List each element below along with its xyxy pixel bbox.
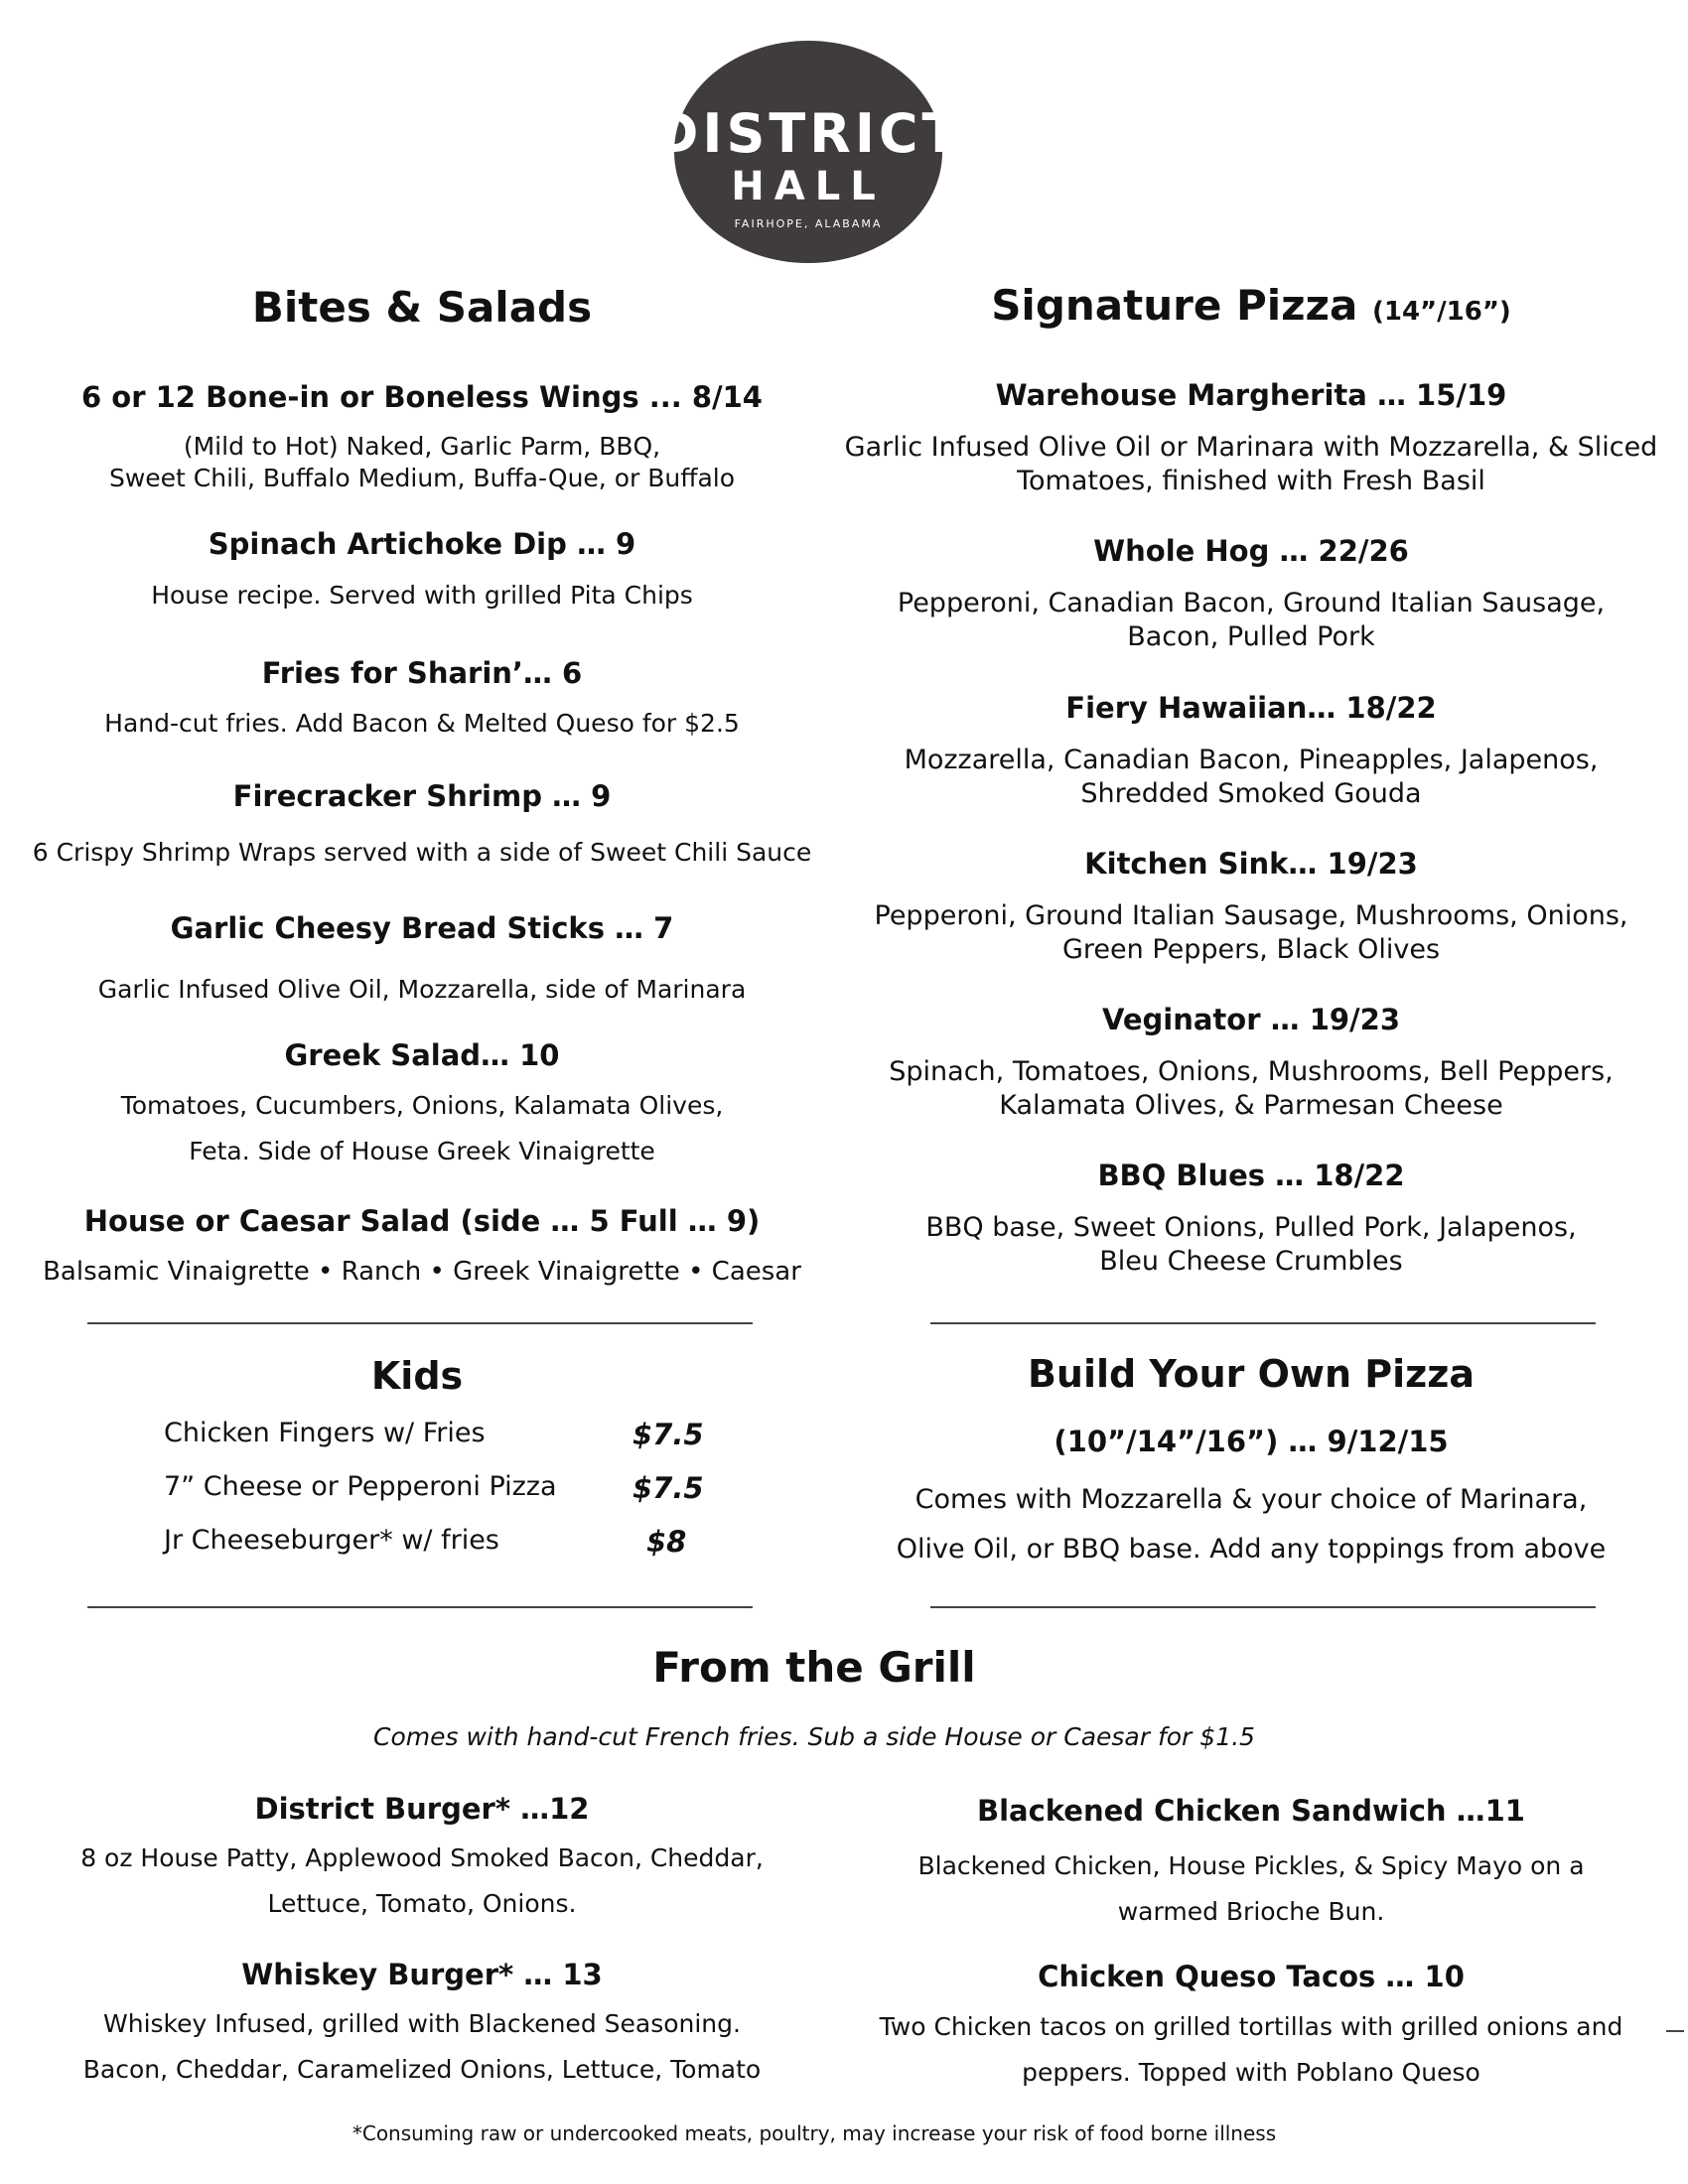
grill-desc-district-1: 8 oz House Patty, Applewood Smoked Bacon, Cheddar, xyxy=(80,1843,764,1872)
bites-item-breadsticks: Garlic Cheesy Bread Sticks … 7 xyxy=(170,911,674,945)
pizza-title-text: Signature Pizza xyxy=(991,281,1358,330)
byo-price: (10”/14”/16”) … 9/12/15 xyxy=(1054,1425,1449,1458)
pizza-desc-wholehog-2: Bacon, Pulled Pork xyxy=(1127,621,1375,652)
pizza-title-size: (14”/16”) xyxy=(1371,297,1511,327)
bites-desc-caesar: Balsamic Vinaigrette • Ranch • Greek Vinaigrette • Caesar xyxy=(43,1257,801,1287)
bites-desc-wings-2: Sweet Chili, Buffalo Medium, Buffa-Que, or Buffalo xyxy=(108,464,736,492)
bites-desc-dip: House recipe. Served with grilled Pita Chips xyxy=(151,581,693,610)
bites-item-shrimp: Firecracker Shrimp … 9 xyxy=(232,779,612,813)
pizza-desc-wholehog-1: Pepperoni, Canadian Bacon, Ground Italian Sausage, xyxy=(897,588,1606,618)
bites-desc-shrimp: 6 Crispy Shrimp Wraps served with a side of Sweet Chili Sauce xyxy=(32,838,812,867)
kids-title: Kids xyxy=(370,1354,464,1398)
grill-left xyxy=(25,0,819,2184)
pizza-item-wholehog: Whole Hog … 22/26 xyxy=(1093,534,1409,568)
pizza-item-hawaiian: Fiery Hawaiian… 18/22 xyxy=(1065,691,1437,725)
grill-note: Comes with hand-cut French fries. Sub a side House or Caesar for $1.5 xyxy=(373,1722,1255,1751)
pizza-desc-veginator-1: Spinach, Tomatoes, Onions, Mushrooms, Bell Peppers, xyxy=(889,1056,1614,1087)
pizza-desc-margherita-2: Tomatoes, finished with Fresh Basil xyxy=(1017,466,1485,496)
grill-right xyxy=(839,0,1663,2184)
kids-item-cheeseburger: Jr Cheeseburger* w/ fries xyxy=(164,1525,499,1556)
bites-item-dip: Spinach Artichoke Dip … 9 xyxy=(208,527,636,561)
grill-desc-whiskey-2: Bacon, Cheddar, Caramelized Onions, Lettuce, Tomato xyxy=(82,2055,762,2084)
bites-desc-wings-1: (Mild to Hot) Naked, Garlic Parm, BBQ, xyxy=(183,432,661,461)
grill-item-blackened-chicken: Blackened Chicken Sandwich …11 xyxy=(976,1794,1525,1828)
kids-price-cheeseburger: $8 xyxy=(646,1525,687,1559)
pizza-desc-veginator-2: Kalamata Olives, & Parmesan Cheese xyxy=(999,1090,1503,1121)
footer-disclaimer: *Consuming raw or undercooked meats, poultry, may increase your risk of food borne illness xyxy=(352,2121,1277,2145)
pizza-desc-kitchensink-1: Pepperoni, Ground Italian Sausage, Mushrooms, Onions, xyxy=(874,900,1628,931)
pizza-item-margherita: Warehouse Margherita … 15/19 xyxy=(995,378,1507,412)
grill-desc-district-2: Lettuce, Tomato, Onions. xyxy=(267,1889,577,1918)
kids-price-pizza: $7.5 xyxy=(633,1471,704,1505)
bites-desc-breadsticks: Garlic Infused Olive Oil, Mozzarella, side of Marinara xyxy=(97,975,747,1004)
grill-title: From the Grill xyxy=(652,1643,976,1692)
pizza-item-veginator: Veginator … 19/23 xyxy=(1101,1003,1401,1036)
grill-desc-tacos-2: peppers. Topped with Poblano Queso xyxy=(1022,2058,1480,2087)
margin-mark xyxy=(1666,2030,1684,2032)
bites-item-caesar: House or Caesar Salad (side … 5 Full … 9) xyxy=(83,1204,761,1238)
bites-title: Bites & Salads xyxy=(251,283,593,332)
bites-item-greek: Greek Salad… 10 xyxy=(284,1038,560,1072)
pizza-desc-bbqblues-1: BBQ base, Sweet Onions, Pulled Pork, Jalapenos, xyxy=(925,1212,1577,1243)
grill-item-queso-tacos: Chicken Queso Tacos … 10 xyxy=(1038,1960,1465,1993)
pizza-desc-hawaiian-1: Mozzarella, Canadian Bacon, Pineapples, Jalapenos, xyxy=(904,745,1599,775)
bites-desc-greek-2: Feta. Side of House Greek Vinaigrette xyxy=(189,1137,655,1165)
logo-line3: FAIRHOPE, ALABAMA xyxy=(734,217,883,230)
grill-item-whiskey-burger: Whiskey Burger* … 13 xyxy=(241,1958,603,1991)
logo-line2: HALL xyxy=(731,164,886,209)
bites-desc-greek-1: Tomatoes, Cucumbers, Onions, Kalamata Olives, xyxy=(120,1091,724,1120)
bites-item-fries: Fries for Sharin’… 6 xyxy=(261,656,583,690)
kids-item-fingers: Chicken Fingers w/ Fries xyxy=(164,1418,486,1448)
pizza-item-kitchensink: Kitchen Sink… 19/23 xyxy=(1084,847,1418,881)
pizza-desc-hawaiian-2: Shredded Smoked Gouda xyxy=(1080,778,1422,809)
grill-desc-whiskey-1: Whiskey Infused, grilled with Blackened Seasoning. xyxy=(103,2009,741,2038)
kids-price-fingers: $7.5 xyxy=(633,1418,704,1451)
pizza-item-bbqblues: BBQ Blues … 18/22 xyxy=(1097,1159,1405,1192)
grill-desc-blackened-1: Blackened Chicken, House Pickles, & Spicy Mayo on a xyxy=(917,1851,1585,1880)
pizza-desc-kitchensink-2: Green Peppers, Black Olives xyxy=(1061,934,1441,965)
pizza-desc-bbqblues-2: Bleu Cheese Crumbles xyxy=(1099,1246,1403,1277)
byo-desc-1: Comes with Mozzarella & your choice of Marinara, xyxy=(914,1484,1588,1515)
byo-title: Build Your Own Pizza xyxy=(1027,1352,1476,1396)
grill-desc-blackened-2: warmed Brioche Bun. xyxy=(1117,1897,1385,1926)
bites-desc-fries: Hand-cut fries. Add Bacon & Melted Queso for $2.5 xyxy=(104,709,740,738)
logo-line1: DISTRICT xyxy=(653,102,963,165)
grill-desc-tacos-1: Two Chicken tacos on grilled tortillas with grilled onions and xyxy=(879,2012,1623,2041)
bites-item-wings: 6 or 12 Bone-in or Boneless Wings ... 8/14 xyxy=(81,380,763,414)
kids-item-pizza: 7” Cheese or Pepperoni Pizza xyxy=(164,1471,557,1502)
grill-item-district-burger: District Burger* …12 xyxy=(254,1792,590,1826)
byo-desc-2: Olive Oil, or BBQ base. Add any toppings from above xyxy=(896,1534,1607,1565)
pizza-desc-margherita-1: Garlic Infused Olive Oil or Marinara with Mozzarella, & Sliced xyxy=(844,432,1658,463)
